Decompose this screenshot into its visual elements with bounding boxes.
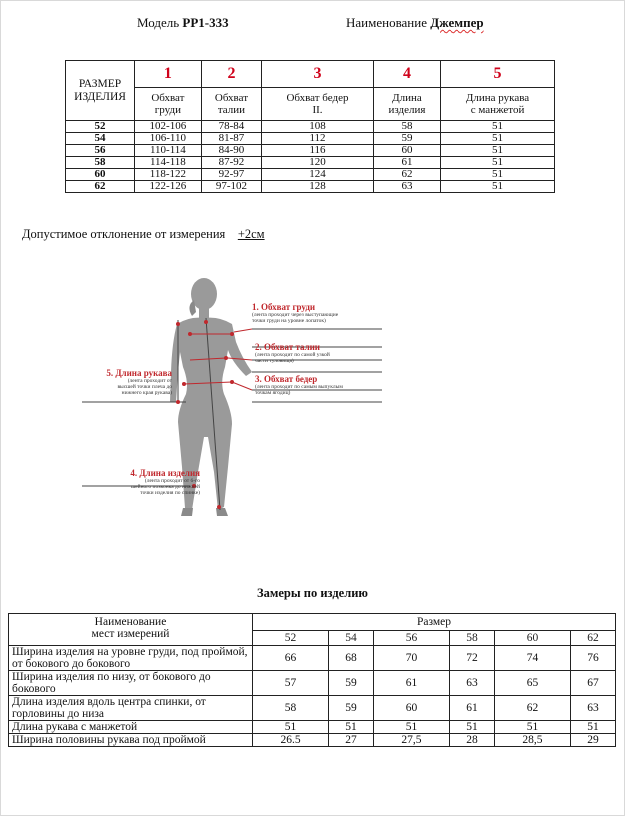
- measurement-value: 57: [253, 671, 329, 696]
- tolerance-value: +2см: [237, 227, 265, 241]
- size-cell: 87-92: [201, 157, 261, 169]
- column-number: 4: [373, 61, 440, 88]
- measurement-value: 61: [450, 696, 495, 721]
- tolerance-text: Допустимое отклонение от измерения: [22, 227, 226, 241]
- size-cell: 97-102: [201, 181, 261, 193]
- measurement-label: Ширина половины рукава под проймой: [9, 734, 253, 747]
- model-label: Модель: [137, 15, 180, 30]
- measurement-value: 59: [329, 696, 374, 721]
- size-cell: 128: [262, 181, 374, 193]
- size-row: [66, 133, 555, 145]
- measurement-value: 51: [494, 721, 570, 734]
- size-value: 54: [66, 133, 135, 145]
- size-cell: 92-97: [201, 169, 261, 181]
- column-number: 5: [441, 61, 555, 88]
- measurement-value: 58: [253, 696, 329, 721]
- size-cell: 63: [373, 181, 440, 193]
- measurement-value: 62: [494, 696, 570, 721]
- size-cell: 51: [441, 169, 555, 181]
- column-number: 3: [262, 61, 374, 88]
- measurements-table: [8, 613, 616, 747]
- measurement-row: [9, 721, 616, 734]
- size-cell: 108: [262, 121, 374, 133]
- size-cell: 78-84: [201, 121, 261, 133]
- measurement-row: [9, 696, 616, 721]
- label-chest: 1. Обхват груди (лента проходит через выступающие точки груди на уровне лопаток): [252, 302, 339, 324]
- size-column-label: 56: [373, 631, 449, 646]
- size-head-line2: ИЗДЕЛИЯ: [74, 90, 126, 103]
- measurement-value: 28: [450, 734, 495, 747]
- measurement-value: 68: [329, 646, 374, 671]
- size-column-header: [66, 61, 135, 121]
- column-header: Длина изделия: [373, 88, 440, 121]
- size-header: Размер: [253, 614, 616, 631]
- label-sleeve: 5. Длина рукава (лента проходит от высшей точки плеча до нижнего края рукава): [106, 368, 172, 396]
- size-cell: 118-122: [135, 169, 202, 181]
- size-cell: 51: [441, 145, 555, 157]
- measurements-title: Замеры по изделию: [257, 586, 368, 600]
- measurement-label: Длина изделия вдоль центра спинки, от горловины до низа: [9, 696, 253, 721]
- size-cell: 51: [441, 133, 555, 145]
- measurement-value: 67: [570, 671, 615, 696]
- measurement-value: 51: [570, 721, 615, 734]
- size-value: 60: [66, 169, 135, 181]
- size-cell: 102-106: [135, 121, 202, 133]
- measurement-value: 51: [373, 721, 449, 734]
- measurement-value: 70: [373, 646, 449, 671]
- measurement-value: 27,5: [373, 734, 449, 747]
- measurement-value: 74: [494, 646, 570, 671]
- size-head-line1: РАЗМЕР: [78, 77, 122, 90]
- size-cell: 62: [373, 169, 440, 181]
- column-number: 1: [135, 61, 202, 88]
- size-cell: 114-118: [135, 157, 202, 169]
- column-header: Обхват груди: [135, 88, 202, 121]
- size-cell: 122-126: [135, 181, 202, 193]
- size-value: 52: [66, 121, 135, 133]
- measurement-value: 29: [570, 734, 615, 747]
- size-row: [66, 181, 555, 193]
- label-length: 4. Длина изделия (лента проходит от 6-го шейного позвонка до нижней точки изделия по спинке): [130, 468, 200, 496]
- measurement-value: 59: [329, 671, 374, 696]
- size-cell: 84-90: [201, 145, 261, 157]
- size-row: [66, 169, 555, 181]
- column-header: Длина рукава с манжетой: [441, 88, 555, 121]
- size-cell: 106-110: [135, 133, 202, 145]
- size-chart-body: [66, 121, 555, 193]
- size-cell: 51: [441, 181, 555, 193]
- size-value: 62: [66, 181, 135, 193]
- size-column-label: 62: [570, 631, 615, 646]
- measurement-name-header: Наименование мест измерений: [9, 614, 253, 646]
- size-cell: 110-114: [135, 145, 202, 157]
- column-number: 2: [201, 61, 261, 88]
- size-value: 58: [66, 157, 135, 169]
- measurement-value: 26.5: [253, 734, 329, 747]
- name-label: Наименование: [346, 15, 427, 30]
- measurement-value: 72: [450, 646, 495, 671]
- size-cell: 124: [262, 169, 374, 181]
- measurement-row: [9, 646, 616, 671]
- measurement-value: 51: [253, 721, 329, 734]
- size-column-label: 58: [450, 631, 495, 646]
- measurement-value: 63: [450, 671, 495, 696]
- size-cell: 58: [373, 121, 440, 133]
- size-cell: 61: [373, 157, 440, 169]
- size-cell: 60: [373, 145, 440, 157]
- measurement-value: 65: [494, 671, 570, 696]
- name-value: Джемпер: [430, 15, 484, 30]
- size-row: [66, 145, 555, 157]
- measurements-body: [9, 646, 616, 747]
- size-cell: 112: [262, 133, 374, 145]
- measurement-value: 27: [329, 734, 374, 747]
- size-cell: 120: [262, 157, 374, 169]
- measurement-value: 66: [253, 646, 329, 671]
- column-header: Обхват бедер II.: [262, 88, 374, 121]
- measurement-label: Длина рукава с манжетой: [9, 721, 253, 734]
- size-column-label: 52: [253, 631, 329, 646]
- measurement-label: Ширина изделия на уровне груди, под проймой, от бокового до бокового: [9, 646, 253, 671]
- measurement-value: 28,5: [494, 734, 570, 747]
- column-header: Обхват талии: [201, 88, 261, 121]
- measurement-value: 60: [373, 696, 449, 721]
- measurement-value: 51: [329, 721, 374, 734]
- measurement-value: 76: [570, 646, 615, 671]
- measurement-label: Ширина изделия по низу, от бокового до бокового: [9, 671, 253, 696]
- model-line: [137, 15, 229, 31]
- size-column-label: 60: [494, 631, 570, 646]
- size-row: [66, 121, 555, 133]
- measurement-row: [9, 671, 616, 696]
- measurement-value: 51: [450, 721, 495, 734]
- label-hips: 3. Обхват бедер (лента проходит по самым выпуклым точкам ягодиц): [255, 374, 343, 396]
- measurement-figure: [82, 272, 382, 542]
- size-cell: 59: [373, 133, 440, 145]
- size-cell: 81-87: [201, 133, 261, 145]
- model-value: PP1-333: [182, 15, 229, 30]
- measurement-value: 61: [373, 671, 449, 696]
- size-column-label: 54: [329, 631, 374, 646]
- label-waist: 2. Обхват талии (лента проходит по самой узкой части туловища): [255, 342, 330, 364]
- product-name-line: [346, 15, 484, 31]
- size-cell: 116: [262, 145, 374, 157]
- size-chart-table: [65, 60, 555, 193]
- size-cell: 51: [441, 121, 555, 133]
- tolerance-note: [22, 227, 265, 242]
- size-cell: 51: [441, 157, 555, 169]
- size-row: [66, 157, 555, 169]
- size-value: 56: [66, 145, 135, 157]
- measurement-value: 63: [570, 696, 615, 721]
- measurement-row: [9, 734, 616, 747]
